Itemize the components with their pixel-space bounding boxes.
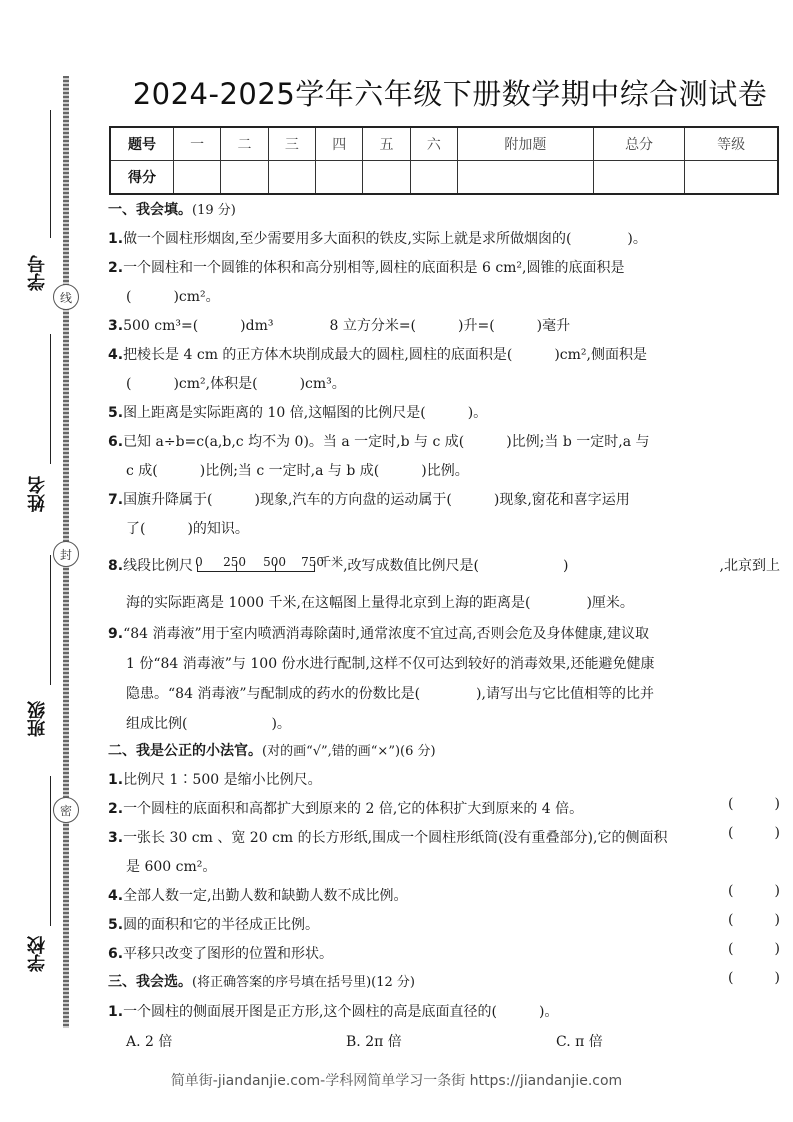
score-cell-total[interactable] (593, 161, 685, 195)
col-4: 四 (316, 127, 363, 161)
scale-tick-label: 500 (263, 555, 286, 569)
bracket-open: ( (728, 825, 734, 841)
section3-heading (108, 970, 415, 995)
s1-q8 (108, 554, 780, 578)
s1-q4-cont: ( )cm²,体积是( )cm³。 (126, 376, 346, 392)
s2-item-3 (108, 826, 780, 850)
col-3: 三 (268, 127, 315, 161)
score-header: 得分 (110, 161, 174, 195)
q-number: 6. (108, 434, 124, 450)
seal-mark-feng: 封 (53, 541, 79, 567)
section1-note: (19 分) (192, 203, 236, 218)
section1-heading (108, 198, 236, 223)
q-number: 3. (108, 318, 124, 334)
option-b[interactable]: B. 2π 倍 (346, 1034, 402, 1050)
q-text: 已知 a÷b=c(a,b,c 均不为 0)。当 a 一定时,b 与 c 成( )比例;当 b 一定时,a 与 (123, 434, 650, 450)
q-number: 3. (108, 830, 124, 846)
class-line[interactable] (50, 555, 51, 685)
bracket-close: ) (774, 941, 780, 957)
answer-bracket[interactable] (728, 966, 780, 990)
q-text: 一个圆柱和一个圆锥的体积和高分别相等,圆柱的底面积是 6 cm²,圆锥的底面积是 (123, 260, 625, 276)
q-number: 2. (108, 801, 124, 817)
question-number-row (110, 127, 778, 161)
s1-q4 (108, 343, 647, 367)
section2-title: 二、我是公正的小法官。 (108, 743, 262, 759)
score-cell-4[interactable] (316, 161, 363, 195)
q-text: 国旗升降属于( )现象,汽车的方向盘的运动属于( )现象,窗花和喜字运用 (123, 492, 630, 508)
q-number: 1. (108, 772, 124, 788)
score-cell-2[interactable] (221, 161, 268, 195)
col-5: 五 (363, 127, 410, 161)
q-text: 把棱长是 4 cm 的正方体木块削成最大的圆柱,圆柱的底面积是( )cm²,侧面积是 (123, 347, 647, 363)
q-text: 图上距离是实际距离的 10 倍,这幅图的比例尺是( )。 (123, 405, 488, 421)
bracket-open: ( (728, 970, 734, 986)
col-bonus: 附加题 (458, 127, 594, 161)
seal-mark-xian: 线 (53, 284, 79, 310)
score-cell-5[interactable] (363, 161, 410, 195)
seal-mark-mi: 密 (53, 797, 79, 823)
s1-q6-cont: c 成( )比例;当 c 一定时,a 与 b 成( )比例。 (126, 463, 469, 479)
score-cell-3[interactable] (268, 161, 315, 195)
school-line[interactable] (50, 776, 51, 926)
q-text: 一个圆柱的侧面展开图是正方形,这个圆柱的高是底面直径的( )。 (123, 1004, 559, 1020)
q-number: 5. (108, 405, 124, 421)
question-number-header: 题号 (110, 127, 174, 161)
s1-q6 (108, 430, 650, 454)
s1-q9 (108, 622, 649, 646)
section2-note: (对的画“√”,错的画“×”)(6 分) (262, 744, 436, 759)
scale-tick (275, 564, 276, 572)
student-id-line[interactable] (50, 110, 51, 238)
watermark-footer: 简单街-jiandanjie.com-学科网简单学习一条街 https://jiandanjie.com (170, 1073, 623, 1089)
q-text: 做一个圆柱形烟囱,至少需要用多大面积的铁皮,实际上就是求所做烟囱的( )。 (123, 231, 647, 247)
school-label: 学校 (27, 936, 48, 972)
q-text: 是 600 cm²。 (126, 859, 217, 875)
bracket-close: ) (774, 796, 780, 812)
scale-tick (197, 564, 198, 572)
bracket-open: ( (728, 883, 734, 899)
score-cell-6[interactable] (410, 161, 457, 195)
q-number: 5. (108, 917, 124, 933)
bracket-open: ( (728, 912, 734, 928)
q-text: 线段比例尺 (123, 558, 194, 574)
q-text: 全部人数一定,出勤人数和缺勤人数不成比例。 (123, 888, 408, 904)
scale-tick-label: 750 (301, 555, 324, 569)
q-number: 1. (108, 231, 124, 247)
q-number: 2. (108, 260, 124, 276)
scale-tick-label: 0 (195, 555, 203, 569)
col-1: 一 (174, 127, 221, 161)
scale-tick-label: 250 (223, 555, 246, 569)
col-total: 总分 (593, 127, 685, 161)
q-number: 1. (108, 1004, 124, 1020)
q-number: 8. (108, 558, 124, 574)
s1-q7-cont: 了( )的知识。 (126, 521, 249, 537)
s1-q9-cont: 组成比例( )。 (126, 716, 291, 732)
q-text: ,北京到上 (719, 558, 780, 574)
section1-title: 一、我会填。 (108, 202, 192, 218)
section2-heading (108, 739, 436, 764)
section3-title: 三、我会选。 (108, 974, 192, 990)
name-line[interactable] (50, 334, 51, 464)
line-scale-ruler (193, 554, 324, 578)
q-text: 比例尺 1∶500 是缩小比例尺。 (123, 772, 322, 788)
q-number: 7. (108, 492, 124, 508)
q-number: 9. (108, 626, 124, 642)
q-text: 500 cm³=( )dm³ 8 立方分米=( )升=( )毫升 (123, 318, 571, 334)
scale-bar (197, 571, 315, 572)
s1-q7 (108, 488, 630, 512)
option-a[interactable]: A. 2 倍 (126, 1034, 173, 1050)
q-text: ,改写成数值比例尺是( ) (343, 558, 569, 574)
s3-q1 (108, 1000, 558, 1024)
s1-q8-cont: 海的实际距离是 1000 千米,在这幅图上量得北京到上海的距离是( )厘米。 (126, 595, 634, 611)
q-number: 4. (108, 347, 124, 363)
section3-note: (将正确答案的序号填在括号里)(12 分) (192, 975, 415, 990)
q-text: 一个圆柱的底面积和高都扩大到原来的 2 倍,它的体积扩大到原来的 4 倍。 (123, 801, 584, 817)
bracket-close: ) (774, 825, 780, 841)
scale-unit: 千米 (319, 555, 344, 569)
q-number: 4. (108, 888, 124, 904)
q-text: 平移只改变了图形的位置和形状。 (123, 946, 334, 962)
s1-q2-cont: ( )cm²。 (126, 289, 220, 305)
bracket-close: ) (774, 970, 780, 986)
bracket-close: ) (774, 883, 780, 899)
score-table (109, 126, 779, 195)
bracket-open: ( (728, 796, 734, 812)
s1-q5 (108, 401, 487, 425)
q-text: 圆的面积和它的半径成正比例。 (123, 917, 320, 933)
q-text: “84 消毒液”用于室内喷洒消毒除菌时,通常浓度不宜过高,否则会危及身体健康,建议取 (123, 626, 649, 642)
s1-q9-cont: 1 份“84 消毒液”与 100 份水进行配制,这样不仅可达到较好的消毒效果,还能避免健康 (126, 656, 655, 672)
bracket-close: ) (774, 912, 780, 928)
score-cell-1[interactable] (174, 161, 221, 195)
s1-q2 (108, 256, 625, 280)
col-2: 二 (221, 127, 268, 161)
col-grade: 等级 (685, 127, 778, 161)
class-label: 班级 (27, 701, 48, 737)
s1-q9-cont: 隐患。“84 消毒液”与配制成的药水的份数比是( ),请写出与它比值相等的比并 (126, 686, 654, 702)
bracket-open: ( (728, 941, 734, 957)
name-label: 姓名 (27, 476, 48, 512)
option-c[interactable]: C. π 倍 (556, 1034, 603, 1050)
q-number: 6. (108, 946, 124, 962)
scale-tick (314, 564, 315, 572)
q-text: 一张长 30 cm 、宽 20 cm 的长方形纸,围成一个圆柱形纸筒(没有重叠部分),它的侧面积 (123, 830, 668, 846)
score-cell-grade[interactable] (685, 161, 778, 195)
score-row (110, 161, 778, 195)
scale-tick (236, 564, 237, 572)
s1-q1 (108, 227, 647, 251)
exam-title: 2024-2025学年六年级下册数学期中综合测试卷 (132, 77, 768, 111)
col-6: 六 (410, 127, 457, 161)
student-id-label: 学号 (27, 255, 48, 291)
score-cell-bonus[interactable] (458, 161, 594, 195)
s1-q3 (108, 314, 570, 338)
